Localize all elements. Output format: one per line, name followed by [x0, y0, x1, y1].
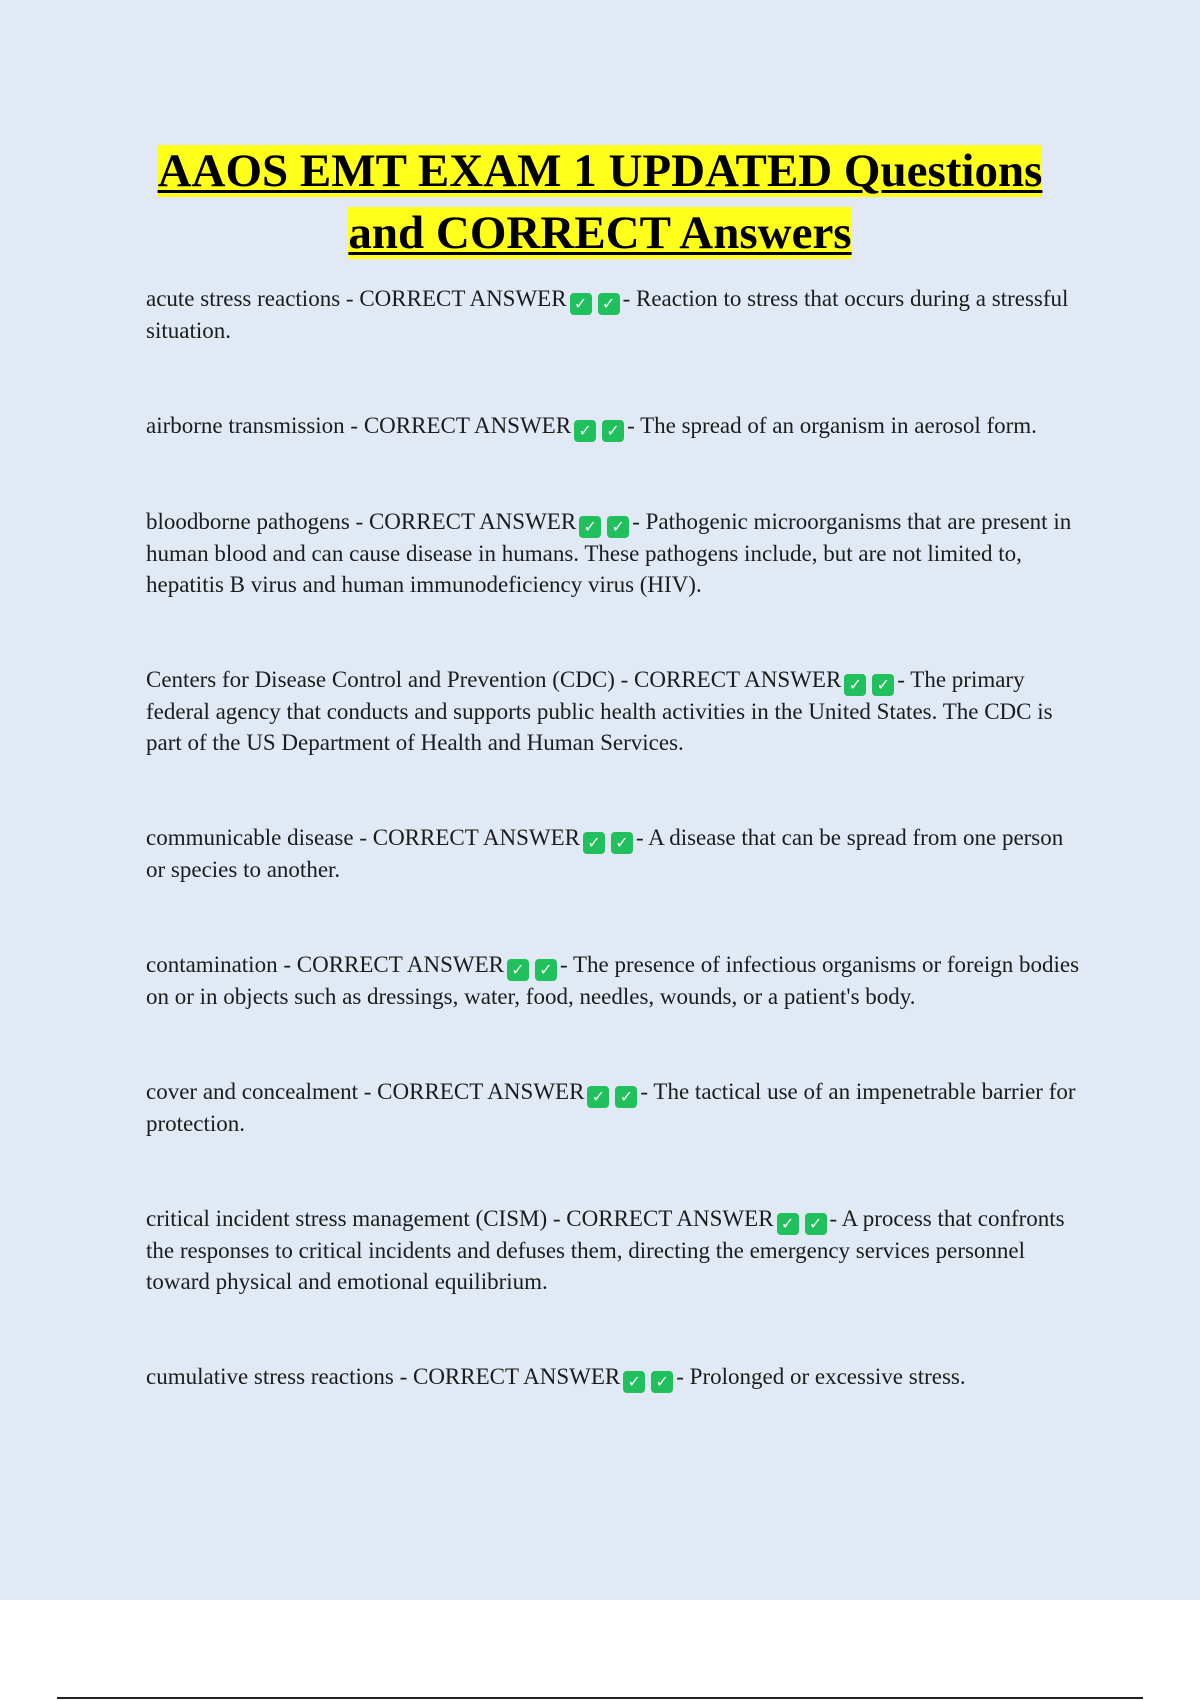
answer-marker: CORRECT ANSWER	[566, 1206, 774, 1231]
page-title: AAOS EMT EXAM 1 UPDATED Questions and CORRECT Answers	[157, 145, 1043, 259]
list-item: cover and concealment - CORRECT ANSWER ✓ ✓ - The tactical use of an impenetrable barrier for protection.	[146, 1079, 1076, 1136]
entry-definition: Pathogenic microorganisms that are present in human blood and can cause disease in humans. These pathogens include, but are not limited to, hepatitis B virus and human immunodeficiency virus (HIV).	[146, 509, 1072, 597]
list-item: critical incident stress management (CISM) - CORRECT ANSWER ✓ ✓ - A process that confronts the responses to critical incidents and defuses them, directing the emergency services personnel toward physical and emotional equilibrium.	[146, 1206, 1065, 1294]
check-icon: ✓	[583, 832, 605, 854]
check-icon: ✓	[651, 1371, 673, 1393]
check-icon: ✓	[844, 674, 866, 696]
entry-term: cover and concealment	[146, 1079, 358, 1104]
check-icon: ✓	[598, 293, 620, 315]
footer-divider	[57, 1697, 1143, 1699]
check-icon: ✓	[574, 420, 596, 442]
entry-term: acute stress reactions	[146, 286, 341, 311]
title-block	[120, 140, 1080, 264]
list-item: airborne transmission - CORRECT ANSWER ✓ ✓ - The spread of an organism in aerosol form.	[146, 413, 1037, 440]
list-item: Centers for Disease Control and Prevention (CDC) - CORRECT ANSWER ✓ ✓ - The primary federal agency that conducts and supports public health activities in the United States. The CDC is part of the US Department of Health and Human Services.	[146, 667, 1053, 755]
check-icon: ✓	[579, 516, 601, 538]
check-icon: ✓	[607, 516, 629, 538]
answer-marker: CORRECT ANSWER	[372, 825, 580, 850]
answer-marker: CORRECT ANSWER	[634, 667, 842, 692]
answer-marker: CORRECT ANSWER	[296, 952, 504, 977]
check-icon: ✓	[777, 1213, 799, 1235]
list-item: contamination - CORRECT ANSWER ✓ ✓ - The presence of infectious organisms or foreign bodies on or in objects such as dressings, water, food, needles, wounds, or a patient's body.	[146, 952, 1080, 1009]
answer-marker: CORRECT ANSWER	[377, 1079, 585, 1104]
check-icon: ✓	[570, 293, 592, 315]
entry-definition: Prolonged or excessive stress.	[689, 1364, 966, 1389]
check-icon: ✓	[587, 1086, 609, 1108]
check-icon: ✓	[615, 1086, 637, 1108]
check-icon: ✓	[805, 1213, 827, 1235]
entry-term: critical incident stress management (CISM)	[146, 1206, 548, 1231]
list-item: cumulative stress reactions - CORRECT ANSWER ✓ ✓ - Prolonged or excessive stress.	[146, 1364, 966, 1391]
entry-definition: A disease that can be spread from one person or species to another.	[146, 825, 1064, 882]
entry-term: bloodborne pathogens	[146, 509, 350, 534]
entry-definition: Reaction to stress that occurs during a stressful situation.	[146, 286, 1069, 343]
check-icon: ✓	[611, 832, 633, 854]
check-icon: ✓	[872, 674, 894, 696]
entry-list	[146, 283, 1081, 1393]
answer-marker: CORRECT ANSWER	[412, 1364, 621, 1389]
check-icon: ✓	[535, 959, 557, 981]
entry-term: Centers for Disease Control and Prevention (CDC)	[146, 667, 615, 692]
answer-marker: CORRECT ANSWER	[363, 413, 572, 438]
entry-definition: The presence of infectious organisms or foreign bodies on or in objects such as dressings, water, food, needles, wounds, or a patient's body.	[146, 952, 1080, 1009]
check-icon: ✓	[623, 1371, 645, 1393]
entry-term: airborne transmission	[146, 413, 345, 438]
entry-definition: A process that confronts the responses to critical incidents and defuses them, directing the emergency services personnel toward physical and emotional equilibrium.	[146, 1206, 1065, 1294]
entry-term: cumulative stress reactions	[146, 1364, 394, 1389]
answer-marker: CORRECT ANSWER	[368, 509, 577, 534]
entry-term: communicable disease	[146, 825, 354, 850]
answer-marker: CORRECT ANSWER	[359, 286, 567, 311]
list-item: communicable disease - CORRECT ANSWER ✓ ✓ - A disease that can be spread from one person or species to another.	[146, 825, 1064, 882]
check-icon: ✓	[602, 420, 624, 442]
entry-definition: The spread of an organism in aerosol form.	[640, 413, 1037, 438]
entry-definition: The tactical use of an impenetrable barrier for protection.	[146, 1079, 1076, 1136]
check-icon: ✓	[507, 959, 529, 981]
entry-definition: The primary federal agency that conducts and supports public health activities in the United States. The CDC is part of the US Department of Health and Human Services.	[146, 667, 1053, 755]
list-item: bloodborne pathogens - CORRECT ANSWER ✓ ✓ - Pathogenic microorganisms that are present in human blood and can cause disease in humans. These pathogens include, but are not limited to, hepatitis B virus and human immunodeficiency virus (HIV).	[146, 509, 1072, 597]
entry-term: contamination	[146, 952, 278, 977]
list-item: acute stress reactions - CORRECT ANSWER ✓ ✓ - Reaction to stress that occurs during a stressful situation.	[146, 286, 1069, 343]
